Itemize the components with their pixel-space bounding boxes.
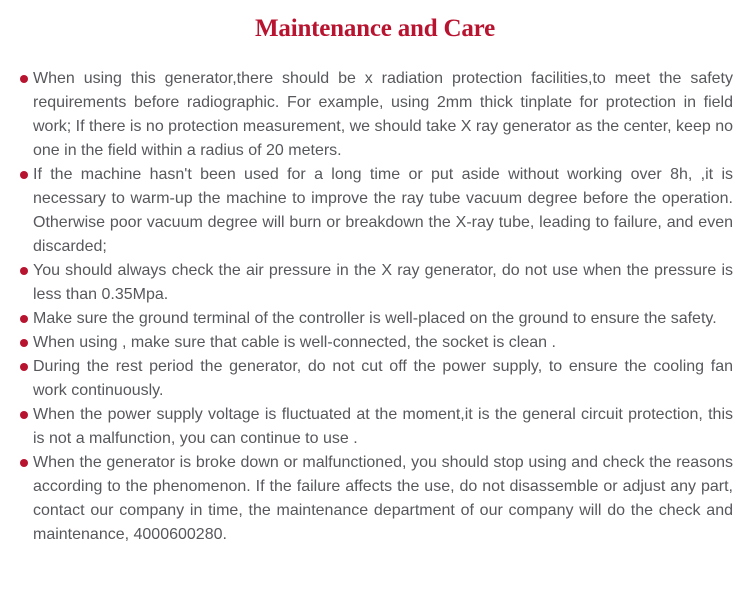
list-item	[20, 403, 733, 451]
bullet-icon	[20, 363, 28, 371]
page-title: Maintenance and Care	[255, 15, 495, 42]
list-item	[20, 67, 733, 163]
list-item-text: Make sure the ground terminal of the controller is well-placed on the ground to ensure the safety.	[33, 310, 717, 327]
maintenance-instructions-list	[20, 67, 733, 547]
list-item-text: You should always check the air pressure in the X ray generator, do not use when the pressure is less than 0.35Mpa.	[33, 262, 733, 303]
bullet-icon	[20, 315, 28, 323]
list-item	[20, 259, 733, 307]
list-item-text: When the generator is broke down or malfunctioned, you should stop using and check the reasons according to the phenomenon. If the failure affects the use, do not disassemble or adjust any part, contact our company in time, the maintenance department of our company will do the check and maintenance, 4000600280.	[33, 454, 733, 543]
list-item	[20, 355, 733, 403]
list-item-text: If the machine hasn't been used for a long time or put aside without working over 8h, ,it is necessary to warm-up the machine to improve the ray tube vacuum degree before the operation. Otherwise poor vacuum degree will burn or breakdown the X-ray tube, leading to failure, and even discarded;	[33, 166, 733, 255]
list-item	[20, 307, 733, 331]
list-item	[20, 163, 733, 259]
list-item	[20, 331, 733, 355]
bullet-icon	[20, 459, 28, 467]
bullet-icon	[20, 267, 28, 275]
bullet-icon	[20, 339, 28, 347]
manual-page	[0, 13, 750, 605]
list-item-text: When the power supply voltage is fluctuated at the moment,it is the general circuit protection, this is not a malfunction, you can continue to use .	[33, 406, 733, 447]
list-item-text: When using this generator,there should be x radiation protection facilities,to meet the safety requirements before radiographic. For example, using 2mm thick tinplate for protection in field work; If there is no protection measurement, we should take X ray generator as the center, keep no one in the field within a radius of 20 meters.	[33, 70, 733, 159]
bullet-icon	[20, 75, 28, 83]
list-item-text: During the rest period the generator, do not cut off the power supply, to ensure the cooling fan work continuously.	[33, 358, 733, 399]
bullet-icon	[20, 171, 28, 179]
list-item-text: When using , make sure that cable is well-connected, the socket is clean .	[33, 334, 556, 351]
bullet-icon	[20, 411, 28, 419]
list-item	[20, 451, 733, 547]
